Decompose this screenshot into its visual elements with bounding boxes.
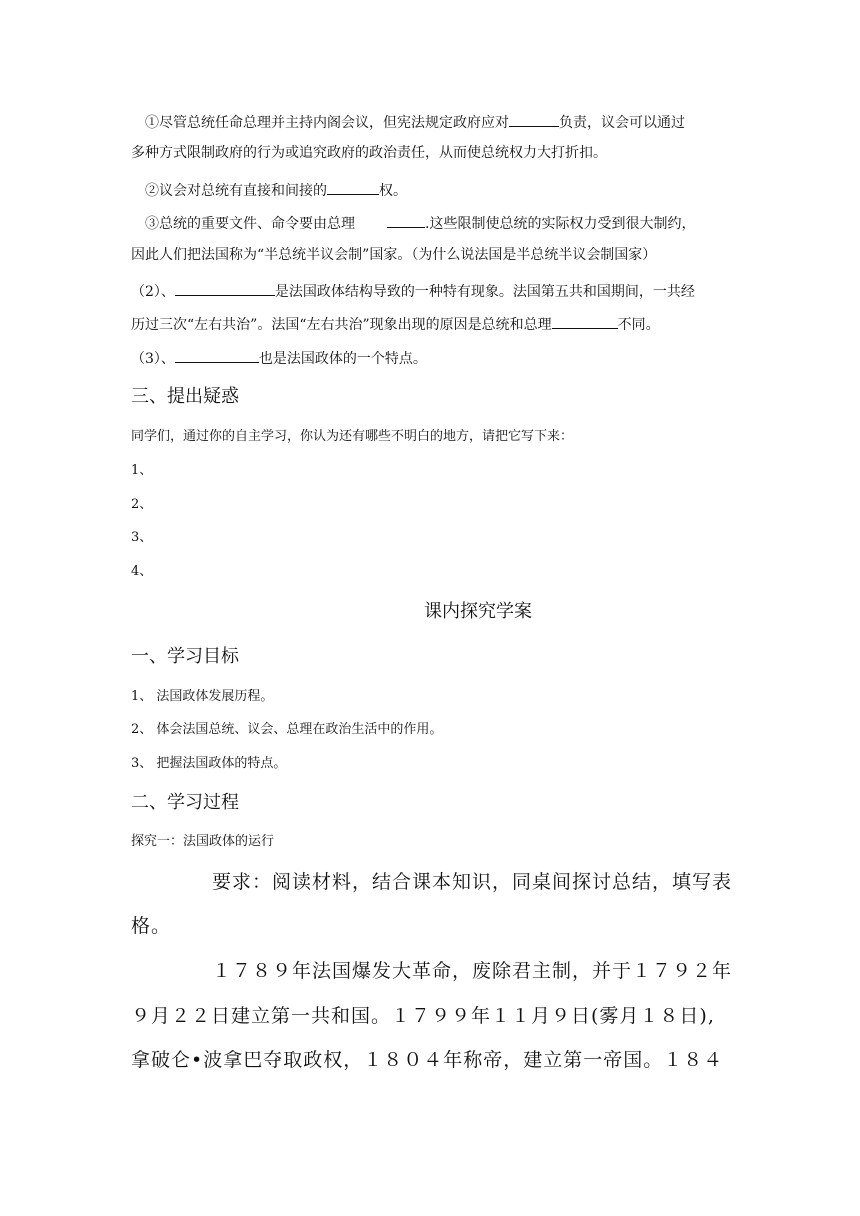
text: 负责，议会可以通过: [559, 115, 685, 131]
fill-blank[interactable]: [387, 213, 425, 228]
text: 也是法国政体的一个特点。: [258, 351, 427, 367]
requirement-line-2: 格。: [131, 915, 172, 937]
section-heading-goals: 一、学习目标: [131, 646, 239, 667]
text: （2）、: [131, 284, 175, 300]
paragraph-3-line-2: 因此人们把法国称为“半总统半议会制”国家。（为什么说法国是半总统半议会制国家）: [131, 247, 657, 263]
paragraph-3-line-1: [145, 213, 695, 233]
fill-blank[interactable]: [175, 348, 259, 363]
doubt-item-4: 4、: [131, 564, 153, 579]
question-2-line-2: [131, 314, 660, 334]
section-heading-process: 二、学习过程: [131, 792, 239, 813]
text: 权。: [379, 183, 407, 199]
paragraph-2: [145, 180, 407, 200]
doubts-intro: 同学们，通过你的自主学习，你认为还有哪些不明白的地方，请把它写下来：: [131, 429, 574, 444]
paragraph-1-line-2: 多种方式限制政府的行为或追究政府的政治责任，从而使总统权力大打折扣。: [131, 145, 607, 161]
fill-blank[interactable]: [552, 314, 618, 329]
fill-blank[interactable]: [327, 180, 379, 195]
question-2-line-1: [131, 281, 695, 301]
goal-item-3: 3、 把握法国政体的特点。: [131, 756, 287, 771]
text: .这些限制使总统的实际权力受到很大制约，: [425, 216, 696, 232]
text: ①尽管总统任命总理并主持内阁会议，但宪法规定政府应对: [145, 115, 509, 131]
text: ③总统的重要文件、命令要由总理: [145, 216, 355, 232]
fill-blank[interactable]: [509, 112, 559, 127]
inquiry-title: 探究一：法国政体的运行: [131, 834, 275, 849]
requirement-line-1: 要求：阅读材料，结合课本知识，同桌间探讨总结，填写表: [212, 871, 733, 893]
doubt-item-1: 1、: [131, 463, 153, 478]
text: 历过三次“左右共治”。法国“左右共治”现象出现的原因是总统和总理: [131, 317, 552, 333]
text: 不同。: [617, 317, 660, 333]
goal-item-2: 2、 体会法国总统、议会、总理在政治生活中的作用。: [131, 722, 443, 737]
question-3: [131, 348, 427, 368]
section-heading-doubts: 三、提出疑惑: [131, 386, 239, 407]
doubt-item-3: 3、: [131, 530, 153, 545]
fill-blank[interactable]: [175, 281, 275, 296]
material-line-2: ９月２２日建立第一共和国。１７９９年１１月９日(雾月１８日),: [131, 1005, 715, 1027]
paragraph-1-line-1: [145, 112, 685, 132]
goal-item-1: 1、 法国政体发展历程。: [131, 689, 274, 704]
material-line-3: 拿破仑•波拿巴夺取政权，１８０４年称帝，建立第一帝国。１８４: [131, 1049, 724, 1071]
page-title: 课内探究学案: [424, 601, 532, 622]
doubt-item-2: 2、: [131, 497, 153, 512]
text: ②议会对总统有直接和间接的: [145, 183, 327, 199]
text: （3）、: [131, 351, 175, 367]
material-line-1: １７８９年法国爆发大革命，废除君主制，并于１７９２年: [212, 960, 733, 982]
text: 是法国政体结构导致的一种特有现象。法国第五共和国期间，一共经: [274, 284, 695, 300]
